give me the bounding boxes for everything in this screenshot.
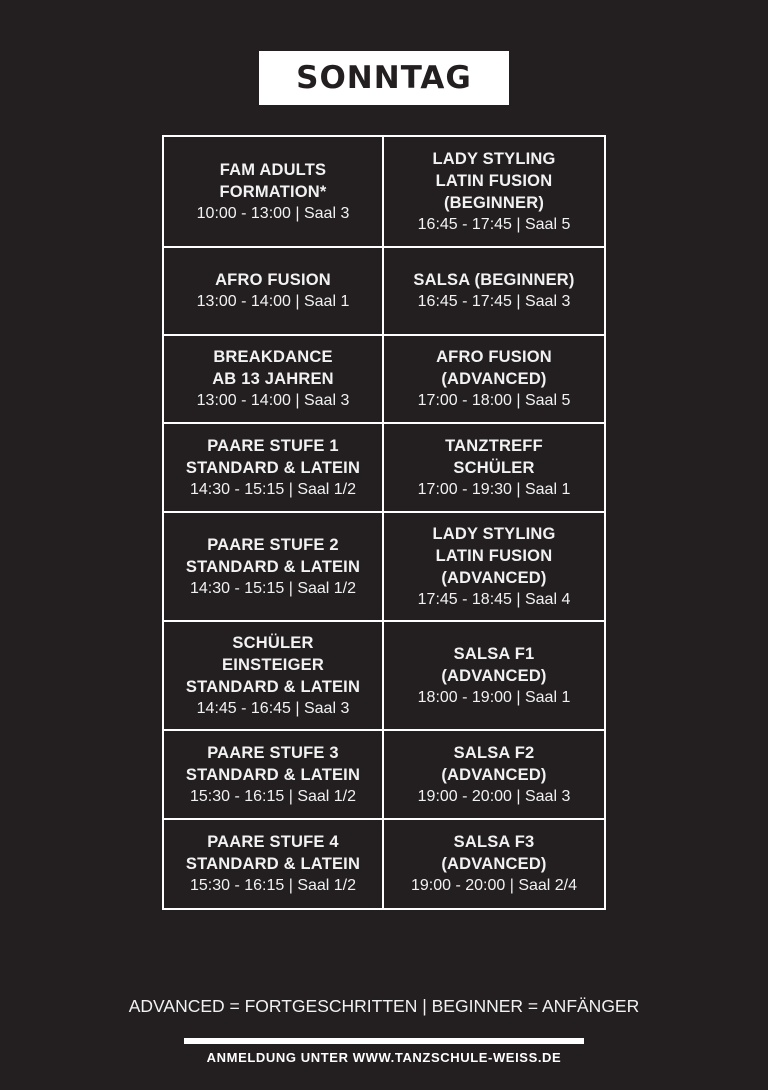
class-time-room: 14:45 - 16:45 | Saal 3 (196, 699, 350, 717)
class-cell (384, 424, 604, 513)
class-time-room: 16:45 - 17:45 | Saal 5 (417, 215, 571, 233)
class-time-room: 14:30 - 15:15 | Saal 1/2 (189, 480, 357, 498)
class-name: PAARE STUFE 2 STANDARD & LATEIN (185, 535, 361, 576)
class-cell (384, 820, 604, 908)
class-time-room: 19:00 - 20:00 | Saal 2/4 (410, 877, 578, 894)
class-cell (384, 336, 604, 424)
class-time-room: 17:45 - 18:45 | Saal 4 (417, 590, 571, 608)
class-name: PAARE STUFE 1 STANDARD & LATEIN (185, 436, 361, 477)
class-name: SALSA F3 (ADVANCED) (441, 833, 547, 873)
class-name: SALSA F2 (ADVANCED) (441, 743, 547, 784)
class-time-room: 19:00 - 20:00 | Saal 3 (417, 787, 571, 805)
day-title-box (259, 51, 509, 105)
class-time-room: 17:00 - 19:30 | Saal 1 (417, 480, 571, 498)
day-title: SONNTAG (296, 60, 472, 96)
class-name: SCHÜLER EINSTEIGER STANDARD & LATEIN (185, 633, 361, 696)
class-name: LADY STYLING LATIN FUSION (BEGINNER) (432, 149, 556, 212)
class-cell (384, 248, 604, 336)
class-cell (164, 248, 384, 336)
class-time-room: 16:45 - 17:45 | Saal 3 (417, 293, 571, 310)
class-name: BREAKDANCE AB 13 JAHREN (212, 348, 334, 388)
class-cell (164, 731, 384, 820)
class-name: AFRO FUSION (215, 271, 331, 289)
class-cell (164, 820, 384, 908)
class-time-room: 14:30 - 15:15 | Saal 1/2 (189, 579, 357, 597)
schedule-grid (162, 135, 606, 910)
class-cell (164, 622, 384, 731)
class-time-room: 10:00 - 13:00 | Saal 3 (196, 204, 350, 222)
class-cell (164, 424, 384, 513)
class-name: LADY STYLING LATIN FUSION (ADVANCED) (432, 524, 556, 587)
class-name: FAM ADULTS FORMATION* (219, 160, 327, 201)
class-name: SALSA (BEGINNER) (413, 271, 575, 289)
class-time-room: 15:30 - 16:15 | Saal 1/2 (189, 787, 357, 805)
class-cell (384, 731, 604, 820)
class-cell (164, 137, 384, 248)
legend-text: ADVANCED = FORTGESCHRITTEN | BEGINNER = ANFÄNGER (128, 996, 640, 1016)
signup-link[interactable]: ANMELDUNG UNTER WWW.TANZSCHULE-WEISS.DE (206, 1050, 562, 1065)
class-time-room: 18:00 - 19:00 | Saal 1 (417, 688, 571, 706)
class-cell (164, 513, 384, 622)
class-time-room: 13:00 - 14:00 | Saal 3 (196, 392, 350, 409)
class-time-room: 13:00 - 14:00 | Saal 1 (196, 293, 350, 310)
class-time-room: 15:30 - 16:15 | Saal 1/2 (189, 877, 357, 894)
class-name: TANZTREFF SCHÜLER (445, 436, 543, 477)
class-name: PAARE STUFE 4 STANDARD & LATEIN (185, 833, 361, 873)
class-name: PAARE STUFE 3 STANDARD & LATEIN (185, 743, 361, 784)
divider-bar (184, 1038, 584, 1044)
class-time-room: 17:00 - 18:00 | Saal 5 (417, 392, 571, 409)
class-name: SALSA F1 (ADVANCED) (441, 644, 547, 685)
class-cell (164, 336, 384, 424)
class-cell (384, 622, 604, 731)
class-cell (384, 513, 604, 622)
class-name: AFRO FUSION (ADVANCED) (436, 348, 552, 388)
class-cell (384, 137, 604, 248)
